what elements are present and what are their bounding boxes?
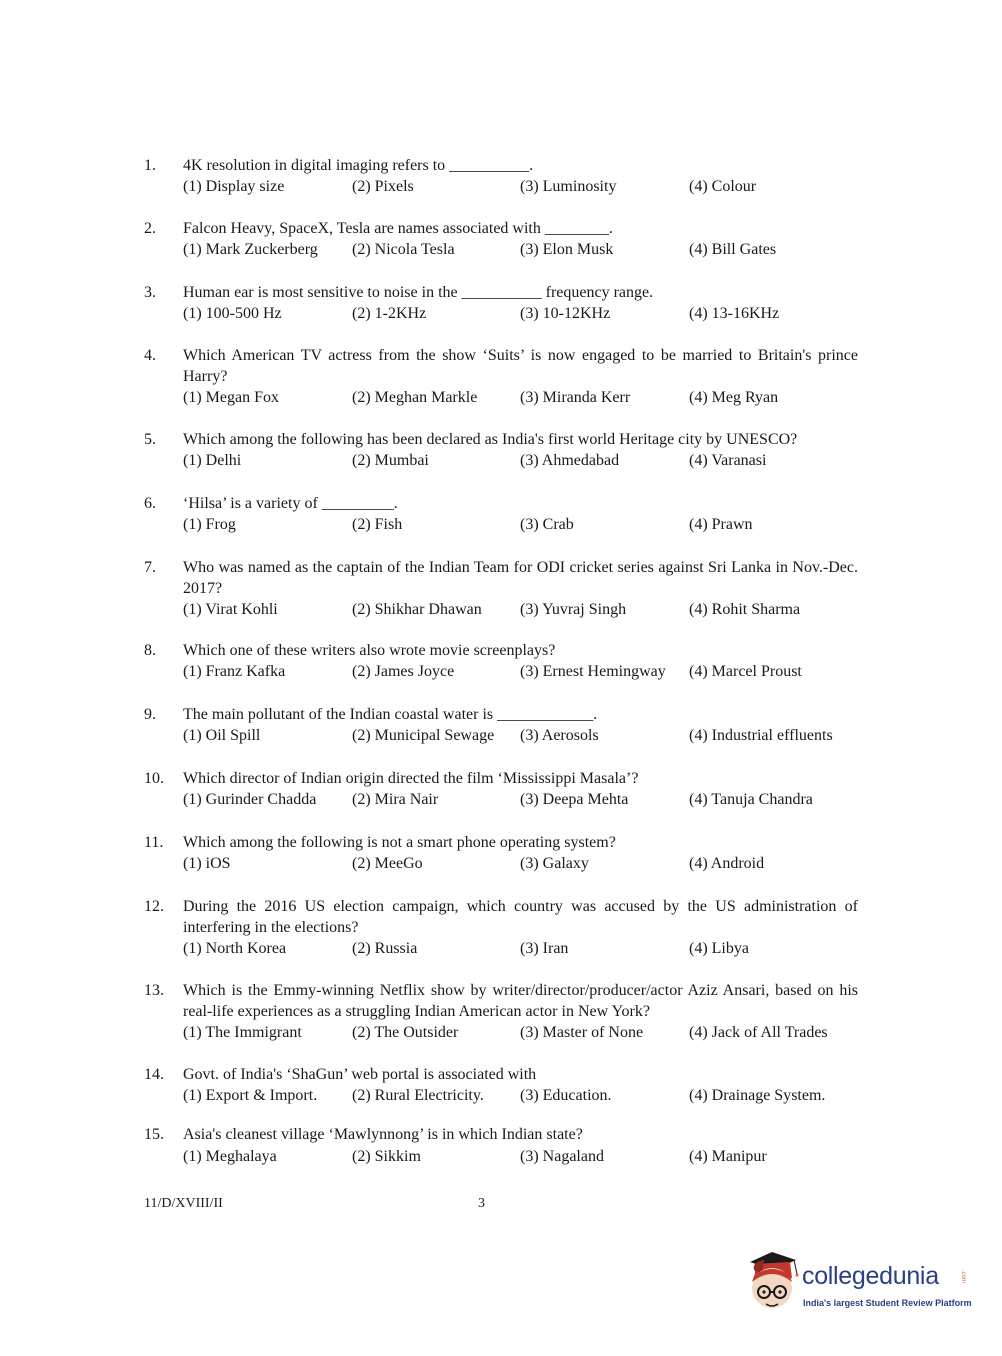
brand-name: collegedunia: [802, 1262, 939, 1290]
question-text: Which director of Indian origin directed the film ‘Mississippi Masala’?: [183, 770, 639, 787]
question-text: Which among the following is not a smart phone operating system?: [183, 834, 616, 851]
question-number: 3.: [144, 284, 156, 301]
question-number: 4.: [144, 347, 156, 364]
option-2: (2) Rural Electricity.: [352, 1087, 484, 1104]
brand-tagline: India's largest Student Review Platform: [803, 1298, 972, 1308]
option-4: (4) 13-16KHz: [689, 305, 780, 322]
option-3: (3) Yuvraj Singh: [520, 601, 627, 618]
option-1: (1) iOS: [183, 855, 231, 872]
question-text: Who was named as the captain of the Indian Team for ODI cricket series against Sri Lanka in Nov.-Dec. 2017?: [183, 559, 858, 597]
option-3: (3) Master of None: [520, 1024, 644, 1041]
option-3: (3) Iran: [520, 940, 569, 957]
option-3: (3) Elon Musk: [520, 241, 614, 258]
option-1: (1) 100-500 Hz: [183, 305, 282, 322]
option-4: (4) Industrial effluents: [689, 727, 833, 744]
option-4: (4) Jack of All Trades: [689, 1024, 828, 1041]
question-text: Which American TV actress from the show ‘Suits’ is now engaged to be married to Britain's prince Harry?: [183, 347, 858, 385]
option-1: (1) Virat Kohli: [183, 601, 278, 618]
option-1: (1) Franz Kafka: [183, 663, 286, 680]
question-text: Falcon Heavy, SpaceX, Tesla are names associated with ________.: [183, 220, 613, 237]
option-1: (1) Export & Import.: [183, 1087, 318, 1104]
question-text: During the 2016 US election campaign, which country was accused by the US administration of interfering in the elections?: [183, 898, 858, 936]
option-4: (4) Android: [689, 855, 765, 872]
option-1: (1) Frog: [183, 516, 236, 533]
option-4: (4) Marcel Proust: [689, 663, 802, 680]
option-4: (4) Prawn: [689, 516, 753, 533]
question-text: Which one of these writers also wrote movie screenplays?: [183, 642, 556, 659]
question-number: 15.: [144, 1126, 164, 1143]
question-text: The main pollutant of the Indian coastal water is ____________.: [183, 706, 598, 723]
question-text: Govt. of India's ‘ShaGun’ web portal is associated with: [183, 1066, 537, 1083]
option-2: (2) Fish: [352, 516, 403, 533]
option-2: (2) Meghan Markle: [352, 389, 478, 406]
option-1: (1) Oil Spill: [183, 727, 261, 744]
option-4: (4) Meg Ryan: [689, 389, 779, 406]
option-3: (3) Crab: [520, 516, 574, 533]
paper-code: 11/D/XVIII/II: [144, 1196, 223, 1211]
question-number: 5.: [144, 431, 156, 448]
option-2: (2) Municipal Sewage: [352, 727, 495, 744]
option-2: (2) Pixels: [352, 178, 414, 195]
question-number: 8.: [144, 642, 156, 659]
option-3: (3) Deepa Mehta: [520, 791, 629, 808]
option-1: (1) Mark Zuckerberg: [183, 241, 318, 258]
option-1: (1) Display size: [183, 178, 285, 195]
option-3: (3) Education.: [520, 1087, 612, 1104]
question-number: 12.: [144, 898, 164, 915]
question-text: ‘Hilsa’ is a variety of _________.: [183, 495, 398, 512]
option-1: (1) Megan Fox: [183, 389, 279, 406]
option-3: (3) Ernest Hemingway: [520, 663, 666, 680]
option-4: (4) Colour: [689, 178, 757, 195]
collegedunia-logo: [742, 1248, 972, 1320]
option-4: (4) Libya: [689, 940, 749, 957]
option-2: (2) Sikkim: [352, 1148, 421, 1165]
option-2: (2) MeeGo: [352, 855, 423, 872]
question-number: 9.: [144, 706, 156, 723]
question-text: 4K resolution in digital imaging refers to __________.: [183, 157, 534, 174]
option-3: (3) Ahmedabad: [520, 452, 620, 469]
brand-domain-suffix: .com: [960, 1270, 966, 1284]
option-4: (4) Manipur: [689, 1148, 767, 1165]
option-2: (2) Mira Nair: [352, 791, 439, 808]
question-text: Which is the Emmy-winning Netflix show by writer/director/producer/actor Aziz Ansari, based on his real-life experiences as a struggling Indian American actor in New York?: [183, 982, 858, 1020]
question-number: 6.: [144, 495, 156, 512]
mascot-icon: [742, 1248, 802, 1320]
option-2: (2) The Outsider: [352, 1024, 459, 1041]
option-4: (4) Rohit Sharma: [689, 601, 801, 618]
question-text: Human ear is most sensitive to noise in the __________ frequency range.: [183, 284, 654, 301]
option-1: (1) Delhi: [183, 452, 242, 469]
option-3: (3) Luminosity: [520, 178, 617, 195]
option-1: (1) Meghalaya: [183, 1148, 277, 1165]
question-text: Which among the following has been declared as India's first world Heritage city by UNESCO?: [183, 431, 798, 448]
option-2: (2) 1-2KHz: [352, 305, 427, 322]
question-number: 2.: [144, 220, 156, 237]
option-2: (2) Russia: [352, 940, 418, 957]
option-4: (4) Bill Gates: [689, 241, 777, 258]
option-4: (4) Varanasi: [689, 452, 767, 469]
question-number: 1.: [144, 157, 156, 174]
option-3: (3) Aerosols: [520, 727, 599, 744]
option-2: (2) James Joyce: [352, 663, 455, 680]
question-number: 7.: [144, 559, 156, 576]
page-number: 3: [478, 1196, 485, 1211]
option-3: (3) Galaxy: [520, 855, 589, 872]
question-number: 13.: [144, 982, 164, 999]
option-2: (2) Shikhar Dhawan: [352, 601, 482, 618]
option-2: (2) Mumbai: [352, 452, 429, 469]
question-number: 14.: [144, 1066, 164, 1083]
option-2: (2) Nicola Tesla: [352, 241, 455, 258]
question-text: Asia's cleanest village ‘Mawlynnong’ is in which Indian state?: [183, 1126, 583, 1143]
option-3: (3) Nagaland: [520, 1148, 604, 1165]
option-4: (4) Tanuja Chandra: [689, 791, 813, 808]
option-1: (1) Gurinder Chadda: [183, 791, 317, 808]
question-number: 10.: [144, 770, 164, 787]
option-4: (4) Drainage System.: [689, 1087, 826, 1104]
option-1: (1) North Korea: [183, 940, 287, 957]
option-3: (3) Miranda Kerr: [520, 389, 631, 406]
question-number: 11.: [144, 834, 164, 851]
option-1: (1) The Immigrant: [183, 1024, 302, 1041]
option-3: (3) 10-12KHz: [520, 305, 611, 322]
